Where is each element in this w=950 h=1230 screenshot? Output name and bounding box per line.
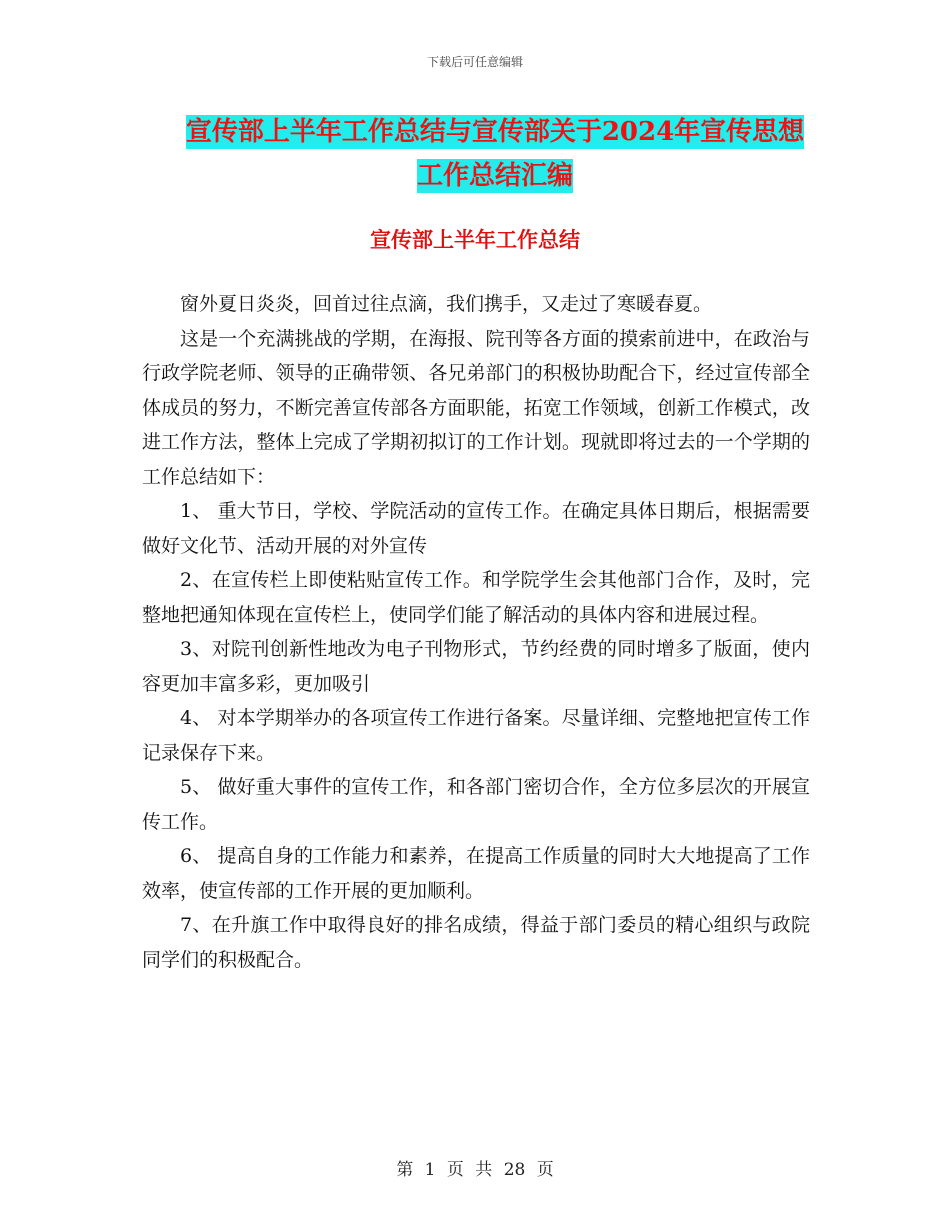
document-title-line-2: 工作总结汇编	[416, 161, 573, 191]
page-indicator: 第 1 页 共 28 页	[396, 1160, 554, 1180]
paragraph: 2、在宣传栏上即使粘贴宣传工作。和学院学生会其他部门合作，及时，完整地把通知体现在宣传栏上，使同学们能了解活动的具体内容和进展过程。	[142, 569, 810, 626]
paragraph: 1、 重大节日，学校、学院活动的宣传工作。在确定具体日期后，根据需要做好文化节、活动开展的对外宣传	[142, 500, 810, 557]
paragraph: 这是一个充满挑战的学期，在海报、院刊等各方面的摸索前进中，在政治与行政学院老师、领导的正确带领、各兄弟部门的积极协助配合下，经过宣传部全体成员的努力，不断完善宣传部各方面职能，拓宽工作领域，创新工作模式，改进工作方法，整体上完成了学期初拟订的工作计划。现就即将过去的一个学期的工作总结如下：	[142, 327, 810, 488]
paragraph: 3、对院刊创新性地改为电子刊物形式，节约经费的同时增多了版面，使内容更加丰富多彩，更加吸引	[142, 638, 810, 695]
header-note: 下载后可任意编辑	[426, 55, 523, 69]
paragraph: 5、 做好重大事件的宣传工作，和各部门密切合作，全方位多层次的开展宣传工作。	[142, 776, 810, 833]
paragraph: 窗外夏日炎炎，回首过往点滴，我们携手，又走过了寒暖春夏。	[180, 293, 713, 315]
paragraph: 7、在升旗工作中取得良好的排名成绩，得益于部门委员的精心组织与政院同学们的积极配合。	[142, 914, 810, 971]
paragraph: 4、 对本学期举办的各项宣传工作进行备案。尽量详细、完整地把宣传工作记录保存下来。	[142, 707, 810, 764]
document-body	[142, 287, 810, 977]
document-title-line-1: 宣传部上半年工作总结与宣传部关于2024年宣传思想	[185, 117, 805, 147]
section-title: 宣传部上半年工作总结	[370, 227, 580, 252]
paragraph: 6、 提高自身的工作能力和素养，在提高工作质量的同时大大地提高了工作效率，使宣传部的工作开展的更加顺利。	[142, 845, 810, 902]
document-title	[140, 110, 850, 198]
